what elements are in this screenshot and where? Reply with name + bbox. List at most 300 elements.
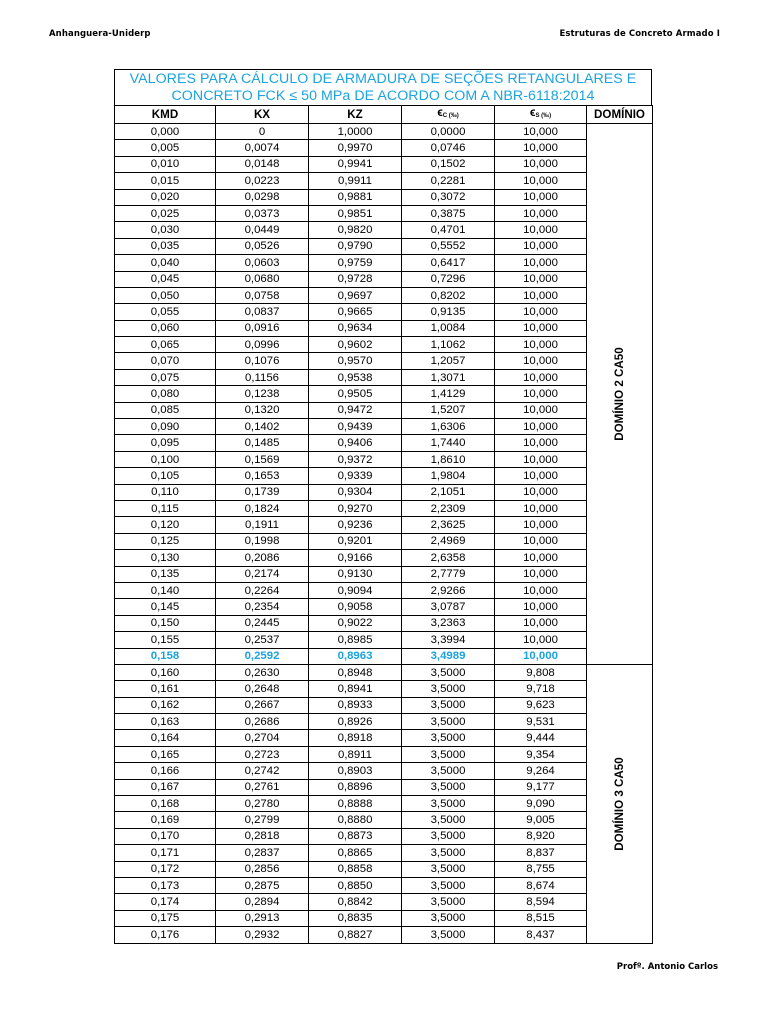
cell-kx: 0,2799 <box>216 812 309 828</box>
cell-kz: 0,8933 <box>309 697 402 713</box>
cell-ec: 1,7440 <box>402 435 495 451</box>
cell-kmd: 0,115 <box>115 500 216 516</box>
cell-kmd: 0,040 <box>115 255 216 271</box>
cell-kx: 0,1911 <box>216 517 309 533</box>
cell-ec: 3,5000 <box>402 746 495 762</box>
cell-kmd: 0,000 <box>115 124 216 140</box>
cell-ec: 0,9135 <box>402 304 495 320</box>
cell-ec: 0,2281 <box>402 173 495 189</box>
cell-kmd: 0,060 <box>115 320 216 336</box>
cell-kz: 0,8918 <box>309 730 402 746</box>
cell-ec: 3,5000 <box>402 664 495 680</box>
table-row <box>115 287 653 303</box>
cell-kmd: 0,155 <box>115 632 216 648</box>
cell-kmd: 0,100 <box>115 451 216 467</box>
cell-es: 10,000 <box>495 566 587 582</box>
cell-kmd: 0,070 <box>115 353 216 369</box>
cell-es: 8,594 <box>495 894 587 910</box>
cell-kz: 0,9201 <box>309 533 402 549</box>
cell-es: 10,000 <box>495 500 587 516</box>
cell-es: 10,000 <box>495 582 587 598</box>
cell-es: 10,000 <box>495 386 587 402</box>
cell-kmd: 0,171 <box>115 845 216 861</box>
cell-es: 9,354 <box>495 746 587 762</box>
table-row <box>115 140 653 156</box>
col-ec-sub: C (‰) <box>442 113 459 119</box>
cell-es: 9,444 <box>495 730 587 746</box>
cell-kmd: 0,120 <box>115 517 216 533</box>
table-row <box>115 894 653 910</box>
table-row <box>115 632 653 648</box>
cell-es: 8,920 <box>495 828 587 844</box>
cell-kz: 0,9339 <box>309 468 402 484</box>
cell-ec: 1,0084 <box>402 320 495 336</box>
cell-es: 9,718 <box>495 681 587 697</box>
table-row <box>115 435 653 451</box>
cell-kz: 1,0000 <box>309 124 402 140</box>
cell-es: 9,531 <box>495 714 587 730</box>
table-row <box>115 599 653 615</box>
cell-kx: 0,0996 <box>216 337 309 353</box>
cell-ec: 2,2309 <box>402 500 495 516</box>
cell-ec: 3,5000 <box>402 763 495 779</box>
cell-kz: 0,8850 <box>309 877 402 893</box>
cell-ec: 3,4989 <box>402 648 495 664</box>
cell-kmd: 0,105 <box>115 468 216 484</box>
cell-es: 10,000 <box>495 189 587 205</box>
table-row <box>115 468 653 484</box>
cell-kmd: 0,005 <box>115 140 216 156</box>
cell-es: 9,808 <box>495 664 587 680</box>
cell-ec: 0,4701 <box>402 222 495 238</box>
cell-kx: 0,2264 <box>216 582 309 598</box>
cell-kmd: 0,166 <box>115 763 216 779</box>
cell-es: 10,000 <box>495 369 587 385</box>
cell-ec: 3,5000 <box>402 894 495 910</box>
cell-kmd: 0,125 <box>115 533 216 549</box>
table-row <box>115 697 653 713</box>
cell-kz: 0,8903 <box>309 763 402 779</box>
cell-kz: 0,8985 <box>309 632 402 648</box>
cell-kx: 0,2592 <box>216 648 309 664</box>
cell-es: 10,000 <box>495 124 587 140</box>
cell-ec: 0,7296 <box>402 271 495 287</box>
cell-es: 9,177 <box>495 779 587 795</box>
table-row <box>115 582 653 598</box>
cell-kx: 0,1320 <box>216 402 309 418</box>
cell-es: 10,000 <box>495 222 587 238</box>
table-row <box>115 353 653 369</box>
col-es-symbol: ϵ <box>529 106 536 119</box>
cell-kz: 0,9911 <box>309 173 402 189</box>
cell-kz: 0,9166 <box>309 550 402 566</box>
cell-ec: 2,7779 <box>402 566 495 582</box>
cell-kx: 0,2630 <box>216 664 309 680</box>
cell-ec: 3,0787 <box>402 599 495 615</box>
cell-kx: 0 <box>216 124 309 140</box>
table-row <box>115 812 653 828</box>
cell-kmd: 0,145 <box>115 599 216 615</box>
cell-kmd: 0,075 <box>115 369 216 385</box>
table-row <box>115 205 653 221</box>
table-title <box>114 69 652 105</box>
cell-kmd: 0,150 <box>115 615 216 631</box>
header-left: Anhanguera-Uniderp <box>49 29 151 39</box>
cell-ec: 0,6417 <box>402 255 495 271</box>
cell-es: 8,755 <box>495 861 587 877</box>
cell-es: 8,837 <box>495 845 587 861</box>
cell-es: 10,000 <box>495 337 587 353</box>
cell-kmd: 0,135 <box>115 566 216 582</box>
cell-ec: 3,5000 <box>402 927 495 943</box>
cell-es: 10,000 <box>495 451 587 467</box>
cell-kz: 0,9472 <box>309 402 402 418</box>
cell-kmd: 0,176 <box>115 927 216 943</box>
cell-ec: 1,1062 <box>402 337 495 353</box>
cell-kx: 0,0449 <box>216 222 309 238</box>
cell-ec: 0,0000 <box>402 124 495 140</box>
cell-es: 8,515 <box>495 910 587 926</box>
cell-ec: 0,5552 <box>402 238 495 254</box>
cell-kz: 0,8842 <box>309 894 402 910</box>
cell-es: 10,000 <box>495 615 587 631</box>
cell-kx: 0,1156 <box>216 369 309 385</box>
table-row <box>115 615 653 631</box>
cell-kx: 0,2818 <box>216 828 309 844</box>
cell-kx: 0,2686 <box>216 714 309 730</box>
col-kmd: KMD <box>115 106 216 124</box>
cell-es: 9,623 <box>495 697 587 713</box>
table-row <box>115 828 653 844</box>
cell-kz: 0,8858 <box>309 861 402 877</box>
cell-kx: 0,2780 <box>216 796 309 812</box>
cell-kz: 0,9697 <box>309 287 402 303</box>
cell-kz: 0,9538 <box>309 369 402 385</box>
cell-kmd: 0,140 <box>115 582 216 598</box>
cell-ec: 2,3625 <box>402 517 495 533</box>
cell-kmd: 0,169 <box>115 812 216 828</box>
table-row <box>115 451 653 467</box>
cell-kx: 0,1739 <box>216 484 309 500</box>
cell-ec: 3,5000 <box>402 714 495 730</box>
cell-kmd: 0,055 <box>115 304 216 320</box>
table-row <box>115 779 653 795</box>
table-row <box>115 238 653 254</box>
cell-es: 10,000 <box>495 550 587 566</box>
domain-3-cell <box>587 664 653 943</box>
col-kz: KZ <box>309 106 402 124</box>
cell-es: 9,264 <box>495 763 587 779</box>
cell-kmd: 0,085 <box>115 402 216 418</box>
cell-ec: 1,9804 <box>402 468 495 484</box>
table-row <box>115 402 653 418</box>
table-row <box>115 173 653 189</box>
cell-ec: 0,3875 <box>402 205 495 221</box>
table-row <box>115 681 653 697</box>
cell-kx: 0,0074 <box>216 140 309 156</box>
cell-es: 10,000 <box>495 648 587 664</box>
header-row <box>115 106 653 124</box>
cell-kmd: 0,010 <box>115 156 216 172</box>
cell-es: 10,000 <box>495 156 587 172</box>
header-right: Estruturas de Concreto Armado I <box>559 29 720 39</box>
table-row <box>115 746 653 762</box>
table-row <box>115 566 653 582</box>
cell-kx: 0,2742 <box>216 763 309 779</box>
cell-kx: 0,2723 <box>216 746 309 762</box>
table-row <box>115 189 653 205</box>
table-row <box>115 484 653 500</box>
cell-ec: 3,3994 <box>402 632 495 648</box>
col-es-sub: S (‰) <box>535 113 552 119</box>
cell-kx: 0,2837 <box>216 845 309 861</box>
cell-kmd: 0,020 <box>115 189 216 205</box>
cell-kz: 0,9851 <box>309 205 402 221</box>
cell-es: 10,000 <box>495 255 587 271</box>
cell-kz: 0,9759 <box>309 255 402 271</box>
table-row <box>115 648 653 664</box>
cell-ec: 2,4969 <box>402 533 495 549</box>
cell-ec: 1,3071 <box>402 369 495 385</box>
cell-ec: 0,0746 <box>402 140 495 156</box>
table-row <box>115 517 653 533</box>
cell-kx: 0,2856 <box>216 861 309 877</box>
cell-kx: 0,2761 <box>216 779 309 795</box>
cell-kx: 0,2086 <box>216 550 309 566</box>
cell-kx: 0,2894 <box>216 894 309 910</box>
table-row <box>115 304 653 320</box>
table-row <box>115 927 653 943</box>
cell-kmd: 0,160 <box>115 664 216 680</box>
cell-kz: 0,9236 <box>309 517 402 533</box>
domain-2-label: DOMÍNIO 2 CA50 <box>612 347 626 441</box>
cell-kz: 0,8835 <box>309 910 402 926</box>
cell-kz: 0,9570 <box>309 353 402 369</box>
cell-kx: 0,1653 <box>216 468 309 484</box>
table-row <box>115 533 653 549</box>
cell-kx: 0,1824 <box>216 500 309 516</box>
cell-kmd: 0,130 <box>115 550 216 566</box>
col-dominio: DOMÍNIO <box>587 106 653 124</box>
cell-kmd: 0,015 <box>115 173 216 189</box>
table-row <box>115 877 653 893</box>
cell-ec: 3,5000 <box>402 910 495 926</box>
cell-kx: 0,2445 <box>216 615 309 631</box>
cell-es: 10,000 <box>495 419 587 435</box>
cell-kx: 0,0837 <box>216 304 309 320</box>
cell-ec: 0,8202 <box>402 287 495 303</box>
cell-ec: 3,5000 <box>402 681 495 697</box>
cell-kz: 0,9820 <box>309 222 402 238</box>
cell-kmd: 0,164 <box>115 730 216 746</box>
col-kx: KX <box>216 106 309 124</box>
cell-kz: 0,8896 <box>309 779 402 795</box>
cell-ec: 3,5000 <box>402 845 495 861</box>
cell-ec: 3,5000 <box>402 796 495 812</box>
cell-kz: 0,9270 <box>309 500 402 516</box>
table-body <box>115 124 653 944</box>
cell-ec: 1,2057 <box>402 353 495 369</box>
cell-kmd: 0,175 <box>115 910 216 926</box>
cell-kz: 0,8880 <box>309 812 402 828</box>
cell-ec: 1,6306 <box>402 419 495 435</box>
domain-3-label: DOMÍNIO 3 CA50 <box>612 756 626 851</box>
cell-kx: 0,2537 <box>216 632 309 648</box>
cell-kx: 0,2648 <box>216 681 309 697</box>
title-line-2: CONCRETO FCK ≤ 50 MPa DE ACORDO COM A NBR-6118:2014 <box>171 88 595 104</box>
cell-kz: 0,8888 <box>309 796 402 812</box>
cell-ec: 3,5000 <box>402 877 495 893</box>
cell-kx: 0,0223 <box>216 173 309 189</box>
cell-kmd: 0,045 <box>115 271 216 287</box>
cell-kx: 0,0373 <box>216 205 309 221</box>
cell-kmd: 0,065 <box>115 337 216 353</box>
cell-kx: 0,1485 <box>216 435 309 451</box>
cell-kz: 0,9304 <box>309 484 402 500</box>
table-row <box>115 714 653 730</box>
table-row <box>115 763 653 779</box>
table-row <box>115 369 653 385</box>
cell-kz: 0,8941 <box>309 681 402 697</box>
cell-kz: 0,8873 <box>309 828 402 844</box>
cell-es: 10,000 <box>495 320 587 336</box>
table-row <box>115 730 653 746</box>
cell-kx: 0,1998 <box>216 533 309 549</box>
cell-kmd: 0,165 <box>115 746 216 762</box>
cell-kz: 0,8926 <box>309 714 402 730</box>
domain-2-cell <box>587 124 653 665</box>
cell-kx: 0,1238 <box>216 386 309 402</box>
cell-kmd: 0,025 <box>115 205 216 221</box>
cell-kx: 0,1569 <box>216 451 309 467</box>
table-row <box>115 861 653 877</box>
cell-ec: 2,1051 <box>402 484 495 500</box>
cell-kz: 0,9372 <box>309 451 402 467</box>
cell-es: 10,000 <box>495 238 587 254</box>
cell-kx: 0,0680 <box>216 271 309 287</box>
cell-kx: 0,2913 <box>216 910 309 926</box>
cell-ec: 0,3072 <box>402 189 495 205</box>
table-row <box>115 337 653 353</box>
table-row <box>115 156 653 172</box>
cell-kz: 0,9665 <box>309 304 402 320</box>
cell-kx: 0,2354 <box>216 599 309 615</box>
cell-kmd: 0,162 <box>115 697 216 713</box>
cell-kz: 0,9439 <box>309 419 402 435</box>
table-row <box>115 796 653 812</box>
cell-es: 10,000 <box>495 271 587 287</box>
cell-kmd: 0,095 <box>115 435 216 451</box>
cell-kz: 0,8948 <box>309 664 402 680</box>
table-row <box>115 320 653 336</box>
cell-es: 10,000 <box>495 632 587 648</box>
cell-kx: 0,0298 <box>216 189 309 205</box>
cell-es: 8,674 <box>495 877 587 893</box>
cell-es: 10,000 <box>495 205 587 221</box>
table-row <box>115 124 653 140</box>
cell-kz: 0,9406 <box>309 435 402 451</box>
kmd-table <box>114 105 653 944</box>
cell-es: 10,000 <box>495 533 587 549</box>
table-row <box>115 255 653 271</box>
cell-ec: 2,6358 <box>402 550 495 566</box>
cell-ec: 3,2363 <box>402 615 495 631</box>
cell-es: 10,000 <box>495 304 587 320</box>
cell-ec: 2,9266 <box>402 582 495 598</box>
cell-kmd: 0,090 <box>115 419 216 435</box>
cell-es: 10,000 <box>495 353 587 369</box>
cell-kz: 0,9634 <box>309 320 402 336</box>
cell-kx: 0,2875 <box>216 877 309 893</box>
cell-es: 10,000 <box>495 287 587 303</box>
col-ec <box>402 106 495 124</box>
cell-kmd: 0,110 <box>115 484 216 500</box>
cell-ec: 3,5000 <box>402 861 495 877</box>
cell-kz: 0,9505 <box>309 386 402 402</box>
cell-es: 10,000 <box>495 140 587 156</box>
cell-kx: 0,1076 <box>216 353 309 369</box>
cell-kmd: 0,080 <box>115 386 216 402</box>
title-line-1: VALORES PARA CÁLCULO DE ARMADURA DE SEÇÕES RETANGULARES E <box>129 71 637 87</box>
cell-kx: 0,2932 <box>216 927 309 943</box>
cell-kz: 0,9881 <box>309 189 402 205</box>
cell-ec: 3,5000 <box>402 812 495 828</box>
cell-ec: 1,8610 <box>402 451 495 467</box>
cell-kmd: 0,030 <box>115 222 216 238</box>
table-row <box>115 910 653 926</box>
cell-kmd: 0,050 <box>115 287 216 303</box>
cell-kmd: 0,158 <box>115 648 216 664</box>
cell-ec: 1,5207 <box>402 402 495 418</box>
cell-ec: 0,1502 <box>402 156 495 172</box>
cell-kmd: 0,172 <box>115 861 216 877</box>
cell-kmd: 0,173 <box>115 877 216 893</box>
cell-es: 8,437 <box>495 927 587 943</box>
col-es <box>495 106 587 124</box>
cell-kz: 0,9022 <box>309 615 402 631</box>
cell-es: 10,000 <box>495 517 587 533</box>
cell-kmd: 0,168 <box>115 796 216 812</box>
cell-kmd: 0,170 <box>115 828 216 844</box>
table-row <box>115 500 653 516</box>
cell-kmd: 0,035 <box>115 238 216 254</box>
cell-kz: 0,8827 <box>309 927 402 943</box>
cell-es: 10,000 <box>495 468 587 484</box>
cell-kmd: 0,163 <box>115 714 216 730</box>
cell-kz: 0,9058 <box>309 599 402 615</box>
cell-kx: 0,2704 <box>216 730 309 746</box>
cell-ec: 3,5000 <box>402 697 495 713</box>
cell-es: 10,000 <box>495 599 587 615</box>
cell-kz: 0,9970 <box>309 140 402 156</box>
cell-kmd: 0,161 <box>115 681 216 697</box>
cell-kz: 0,9602 <box>309 337 402 353</box>
cell-es: 10,000 <box>495 173 587 189</box>
col-ec-symbol: ϵ <box>437 106 443 119</box>
cell-kmd: 0,167 <box>115 779 216 795</box>
cell-kx: 0,1402 <box>216 419 309 435</box>
table-row <box>115 271 653 287</box>
cell-kx: 0,0916 <box>216 320 309 336</box>
cell-ec: 3,5000 <box>402 779 495 795</box>
cell-kz: 0,8911 <box>309 746 402 762</box>
cell-kx: 0,0526 <box>216 238 309 254</box>
cell-es: 10,000 <box>495 484 587 500</box>
cell-es: 9,090 <box>495 796 587 812</box>
cell-kz: 0,9130 <box>309 566 402 582</box>
cell-kz: 0,9790 <box>309 238 402 254</box>
cell-kz: 0,9728 <box>309 271 402 287</box>
